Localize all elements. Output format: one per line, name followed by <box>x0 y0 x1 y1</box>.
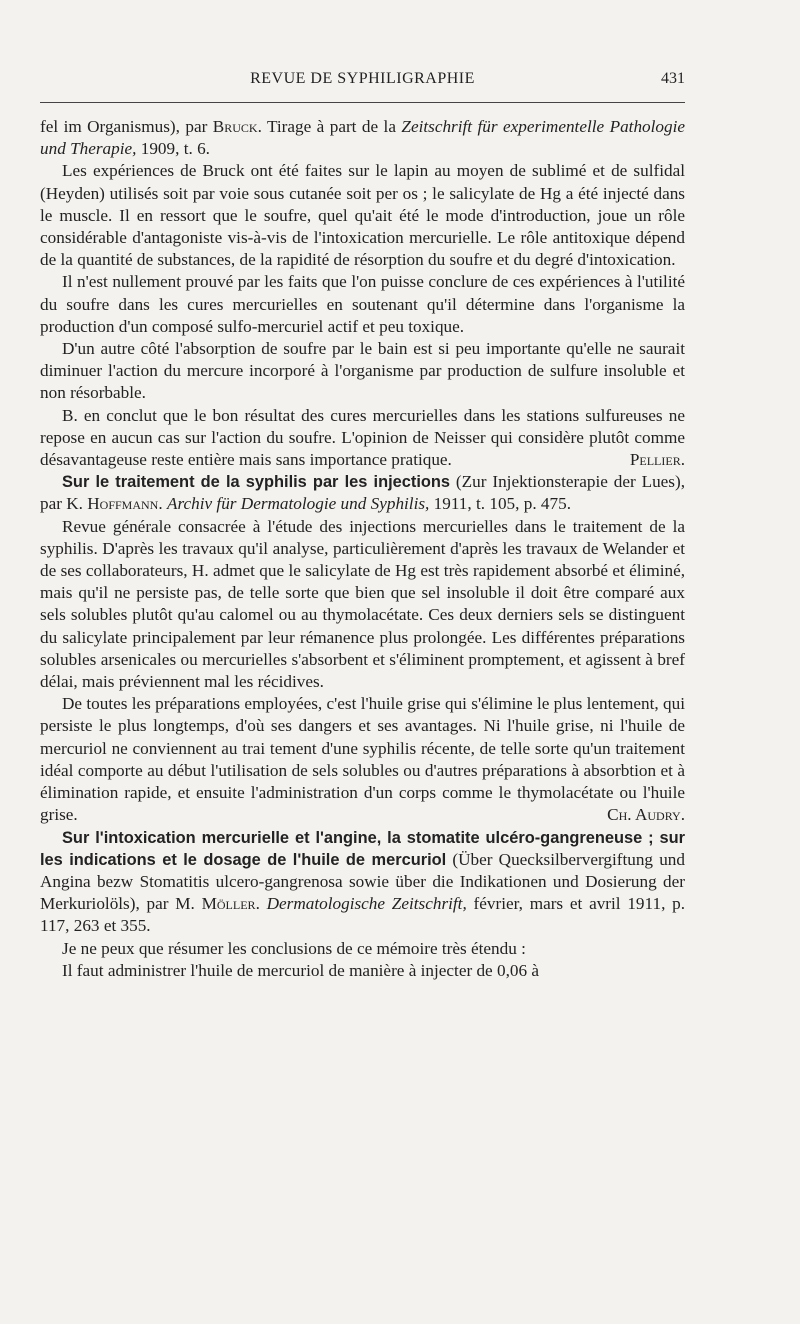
paragraph <box>40 693 685 826</box>
signature: Ch. Audry. <box>607 805 685 825</box>
running-head <box>40 70 685 92</box>
paragraph: Il n'est nullement prouvé par les faits que l'on puisse conclure de ces expériences à l'utilité du soufre dans les cures mercurielles en soutenant qu'il détermine dans l'organisme la production d'un composé sulfo-mercuriel actif et peu toxique. <box>40 272 685 336</box>
signature: Pellier. <box>629 450 685 470</box>
paragraph: Je ne peux que résumer les conclusions de ce mémoire très étendu : <box>62 938 526 958</box>
ref-text: (Über Quecksilbervergiftung und Angina bezw Stomatitis ulcero-gangrenosa sowie über die Indikationen und Dosierung der Merkuriolöls), par M. <box>40 849 685 914</box>
header-rule <box>40 102 685 103</box>
paragraph: Il faut administrer l'huile de mercuriol de manière à injecter de 0,06 à <box>62 960 539 980</box>
journal-title: Zeitschrift für experimentelle Pathologie und Therapie, <box>40 117 686 159</box>
ref-text: . <box>255 894 267 914</box>
author-name: Hoffmann <box>87 494 159 514</box>
ref-text: 1909, t. 6. <box>136 139 210 159</box>
paragraph-text: B. en conclut que le bon résultat des cures mercurielles dans les stations sulfureuses ne repose en aucun cas sur l'action du soufre. L'opinion de Neisser qui considère plutôt comme désavantageuse reste entière mais sans importance pratique. <box>40 405 685 470</box>
author-name: Bruck <box>212 117 258 136</box>
article3-reference <box>40 827 685 938</box>
ref-text: . Tirage à part de la <box>257 117 402 136</box>
journal-title: Archiv für Dermatologie und Syphilis, <box>166 494 430 514</box>
paragraph-text: De toutes les préparations employées, c'est l'huile grise qui s'élimine le plus lentement, qui persiste le plus longtemps, d'où ses dangers et ses avantages. Ni l'huile grise, ni l'huile de mercuriol ne conviennent au trai tement d'une syphilis récente, de telle sorte qu'un traitement idéal comporte au début l'utilisation de sels solubles ou d'autres préparations à absorbtion et à élimination rapide, et ensuite l'administration d'un corps comme le thymolacétate ou l'huile grise. <box>40 694 685 825</box>
article-heading: Sur le traitement de la syphilis par les injections <box>62 473 451 492</box>
paragraph: Les expériences de Bruck ont été faites sur le lapin au moyen de sublimé et de sulfidal (Heyden) utilisés soit par voie sous cutanée soit per os ; le salicylate de Hg a été injecté dans le muscle. Il en ressort que le soufre, quel qu'ait été le mode d'introduction, joue un rôle considérable d'antagoniste vis-à-vis de l'intoxication mercurielle. Le rôle antitoxique dépend de la quantité de substances, de la rapidité de résorption du soufre et du degré d'intoxication. <box>40 161 685 270</box>
paragraph: Revue générale consacrée à l'étude des injections mercurielles dans le traitement de la syphilis. D'après les travaux qu'il analyse, particulièrement d'après les travaux de Welander et de ses collaborateurs, H. admet que le salicylate de Hg est très rapidement absorbé et éliminé, mais qu'il ne persiste pas, de telle sorte que bien que sel insoluble il doit être comparé aux sels solubles plutôt qu'au calomel ou au thymolacétate. Ces deux derniers sels se distinguent du salicylate principalement par leur rémanence plus prolongée. Les différentes préparations solubles arsenicales ou mercurielles s'absorbent et s'éliminent promptement, et agissent à bref délai, mais préviennent mal les récidives. <box>40 516 685 692</box>
running-head-title: REVUE DE SYPHILIGRAPHIE <box>250 70 475 87</box>
ref-text: fel im Organismus), par <box>40 117 213 136</box>
author-name: Möller <box>201 894 256 914</box>
ref-text: . <box>158 494 167 514</box>
ref-text: (Zur Injektionsterapie der Lues), par K. <box>40 472 685 514</box>
paragraph: D'un autre côté l'absorption de soufre par le bain est si peu importante qu'elle ne saurait diminuer l'action du mercure incorporé à l'organisme par production de sulfure insoluble et non résorbable. <box>40 339 685 403</box>
body-text <box>40 116 685 982</box>
journal-title: Dermatologische Zeitschrift, <box>266 894 467 914</box>
page-number: 431 <box>661 70 685 87</box>
ref-text: 1911, t. 105, p. 475. <box>429 494 571 514</box>
paragraph <box>40 405 685 472</box>
ref-text: février, mars et avril 1911, p. 117, 263 et 355. <box>40 894 686 936</box>
article2-reference <box>40 471 685 515</box>
article1-reference <box>40 116 685 160</box>
article-heading: Sur l'intoxication mercurielle et l'angine, la stomatite ulcéro-gangreneuse ; sur les indications et le dosage de l'huile de mercuriol <box>40 828 685 869</box>
